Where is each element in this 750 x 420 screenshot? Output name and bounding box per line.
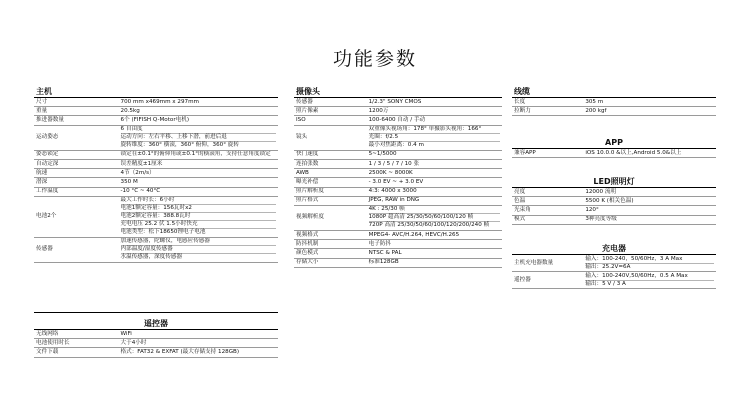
spec-value: 700 mm x469mm x 297mm — [120, 98, 199, 105]
spec-values — [583, 107, 716, 116]
spec-values — [119, 348, 278, 357]
spec-row — [294, 196, 502, 205]
spec-value: 4节（2m/s） — [120, 169, 155, 176]
host-spec-table — [34, 98, 278, 263]
spec-row — [34, 107, 278, 116]
spec-values — [119, 98, 278, 107]
spec-label: 照片格式 — [294, 196, 367, 205]
cable-spec-table — [512, 98, 716, 116]
spec-label: 光束角 — [512, 206, 583, 215]
spec-label: 无线网络 — [34, 330, 119, 339]
spec-row — [34, 348, 278, 357]
spec-value: - 3.0 EV ~ + 3.0 EV — [368, 178, 424, 185]
spec-label: 遥控器 — [512, 272, 583, 289]
spec-values — [367, 159, 502, 168]
spec-label: 存储大小 — [294, 258, 367, 267]
spec-values — [119, 237, 278, 262]
led-spec-table — [512, 188, 716, 225]
spec-value: 100-6400 自动 / 手动 — [368, 116, 426, 123]
spec-row — [294, 187, 502, 196]
spec-label: 姿态锁定 — [34, 150, 119, 159]
spec-row — [34, 237, 278, 262]
spec-value: 1 / 3 / 5 / 7 / 10 张 — [368, 160, 420, 167]
spec-label: 自动定深 — [34, 159, 119, 168]
spec-row — [294, 150, 502, 159]
spec-value: 20.5kg — [120, 107, 140, 114]
spec-value: 4K : 25/30 帧 — [368, 206, 405, 213]
spec-label: 尺寸 — [34, 98, 119, 107]
spec-values — [119, 169, 278, 178]
spec-label: 快门速度 — [294, 150, 367, 159]
spec-label: 视频解析度 — [294, 205, 367, 230]
spec-value: 电子防抖 — [368, 240, 392, 247]
spec-label: 长度 — [512, 98, 583, 107]
spec-value: WiFi — [120, 330, 132, 337]
spec-value: 水温传感器，深度传感器 — [121, 253, 276, 261]
spec-label: 色温 — [512, 197, 583, 206]
spec-row — [294, 169, 502, 178]
spec-value: 充电电压 25.2 伏 1.5小时快充 — [121, 220, 276, 228]
spec-values — [367, 205, 502, 230]
spec-row — [294, 240, 502, 249]
spec-values — [583, 215, 716, 224]
spec-label: 兼容APP — [512, 149, 583, 158]
spec-row — [34, 169, 278, 178]
spec-label: 连拍张数 — [294, 159, 367, 168]
charger-spec-table — [512, 255, 716, 289]
spec-label: AWB — [294, 169, 367, 178]
spec-row — [34, 116, 278, 125]
spec-row — [34, 125, 278, 150]
spec-row — [34, 196, 278, 237]
spec-row — [512, 149, 716, 158]
camera-spec-table — [294, 98, 502, 268]
spec-row — [34, 187, 278, 196]
spec-value: 350 M — [120, 178, 138, 185]
app-header: APP — [512, 137, 716, 149]
spec-value: 旋转维度：360° 横滚，360° 俯仰，360° 旋转 — [121, 141, 276, 149]
spec-value: 6 自由度 — [120, 126, 143, 133]
spec-label: ISO — [294, 116, 367, 125]
spec-values — [367, 258, 502, 267]
spec-values — [367, 125, 502, 150]
spec-value: 1/2.3" SONY CMOS — [368, 98, 422, 105]
spec-row — [512, 215, 716, 224]
spec-value: 输入：100-240，50/60Hz，3 A Max — [585, 255, 683, 262]
spec-value: 200 kgf — [585, 107, 607, 114]
spec-row — [294, 205, 502, 230]
spec-values — [583, 149, 716, 158]
camera-section — [294, 86, 502, 268]
led-header: LED照明灯 — [512, 176, 716, 188]
spec-value: 12000 流明 — [585, 188, 617, 195]
spec-value: MPEG4- AVC/H.264, HEVC/H.265 — [368, 231, 460, 238]
spec-values — [367, 240, 502, 249]
spec-values — [119, 339, 278, 348]
cable-section — [512, 86, 716, 116]
remote-header: 遥控器 — [34, 318, 278, 330]
spec-value: 电池1额定容量：156瓦时x2 — [121, 204, 276, 212]
spec-label: 工作温度 — [34, 187, 119, 196]
spec-values — [367, 107, 502, 116]
spec-value: 输入：100-240V,50/60Hz，0.5 A Max — [585, 272, 688, 279]
spec-value: 2500K ~ 8000K — [368, 169, 413, 176]
spec-label: 照片像素 — [294, 107, 367, 116]
spec-values — [367, 231, 502, 240]
spec-row — [512, 98, 716, 107]
spec-value: 6个 (FIFISH Q-Motor电机) — [120, 116, 190, 123]
spec-value: 光圈：f/2.5 — [369, 133, 500, 141]
app-spec-table — [512, 149, 716, 158]
spec-row — [294, 178, 502, 187]
spec-label: 镜头 — [294, 125, 367, 150]
led-section — [512, 176, 716, 225]
spec-value: 1200万 — [368, 107, 389, 114]
host-header: 主机 — [34, 86, 278, 98]
spec-row — [34, 330, 278, 339]
spec-value: 误差精度±1厘米 — [120, 160, 163, 167]
spec-value: 格式：FAT32 & EXFAT (最大存储支持 128GB) — [120, 348, 240, 355]
spec-values — [367, 187, 502, 196]
spec-value: 内部温度/湿度传感器 — [121, 245, 276, 253]
spec-value: 720P 高清 25/30/50/60/100/120/200/240 帧 — [369, 221, 500, 229]
spec-label: 主机充电器数量 — [512, 255, 583, 272]
spec-value: 4:3: 4000 x 3000 — [368, 188, 417, 195]
spec-value: 输出：5 V / 3 A — [585, 280, 714, 288]
spec-label: 模式 — [512, 215, 583, 224]
app-section — [512, 137, 716, 158]
spec-values — [583, 255, 716, 272]
host-bottom-rule — [34, 312, 278, 313]
spec-label: 推进器数量 — [34, 116, 119, 125]
spec-row — [294, 125, 502, 150]
spec-values — [367, 169, 502, 178]
spec-row — [512, 107, 716, 116]
spec-label: 航速 — [34, 169, 119, 178]
spec-value: 最小对焦距离：0.4 m — [369, 141, 500, 149]
spec-values — [119, 107, 278, 116]
spec-row — [294, 159, 502, 168]
spec-value: 120° — [585, 206, 599, 213]
spec-row — [512, 255, 716, 272]
spec-value: 运动方向：左右平移、上移下潜，前进后退 — [121, 133, 276, 141]
spec-values — [367, 178, 502, 187]
spec-values — [367, 150, 502, 159]
spec-label: 亮度 — [512, 188, 583, 197]
spec-values — [367, 249, 502, 258]
page-title: 功能参数 — [332, 48, 417, 70]
spec-row — [294, 98, 502, 107]
spec-values — [583, 98, 716, 107]
spec-row — [294, 116, 502, 125]
host-section — [34, 86, 278, 263]
remote-section — [34, 318, 278, 358]
spec-value: 1080P 超高清 25/30/50/60/100/120 帧 — [369, 213, 500, 221]
spec-row — [294, 258, 502, 267]
spec-value: 电池2额定容量：388.8瓦时 — [121, 212, 276, 220]
spec-value: 双重像头视场角：178° 单摄影头视角：166° — [368, 126, 482, 133]
spec-values — [367, 116, 502, 125]
spec-label: 重量 — [34, 107, 119, 116]
spec-value: 电池类型：松下18650锂电子电池 — [121, 228, 276, 236]
spec-values — [119, 159, 278, 168]
spec-label: 照片解析度 — [294, 187, 367, 196]
spec-value: 3种亮度等级 — [585, 216, 617, 223]
spec-label: 传感器 — [294, 98, 367, 107]
spec-row — [294, 107, 502, 116]
spec-label: 潜深 — [34, 178, 119, 187]
spec-value: 大于4小时 — [120, 339, 147, 346]
spec-label: 颜色模式 — [294, 249, 367, 258]
spec-values — [583, 197, 716, 206]
spec-values — [119, 178, 278, 187]
spec-values — [119, 330, 278, 339]
remote-spec-table — [34, 330, 278, 358]
spec-values — [119, 150, 278, 159]
spec-row — [34, 98, 278, 107]
spec-label: 文件下载 — [34, 348, 119, 357]
spec-value: NTSC & PAL — [368, 250, 402, 257]
spec-label: 电池2个 — [34, 196, 119, 237]
cable-header: 线缆 — [512, 86, 716, 98]
spec-row — [512, 197, 716, 206]
spec-row — [512, 188, 716, 197]
spec-value: 最大工作时长：6小时 — [120, 197, 175, 204]
spec-label: 视频格式 — [294, 231, 367, 240]
spec-label: 电池使用时长 — [34, 339, 119, 348]
spec-values — [367, 196, 502, 205]
spec-row — [34, 339, 278, 348]
spec-value: 305 m — [585, 98, 604, 105]
spec-row — [34, 150, 278, 159]
spec-values — [119, 125, 278, 150]
spec-row — [34, 159, 278, 168]
spec-row — [512, 272, 716, 289]
spec-value: 锁定在±0.1°的俯仰角或±0.1°的横滚角，支持任意角度锁定 — [120, 151, 271, 158]
spec-row — [34, 178, 278, 187]
spec-label: 防抖机制 — [294, 240, 367, 249]
spec-value: JPEG, RAW in DNG — [368, 197, 420, 204]
spec-value: 5~1/5000 — [368, 151, 397, 158]
spec-values — [119, 196, 278, 237]
spec-values — [583, 188, 716, 197]
spec-value: 5500 K (相关色温) — [585, 197, 634, 204]
camera-header: 摄像头 — [294, 86, 502, 98]
spec-label: 传感器 — [34, 237, 119, 262]
spec-values — [583, 206, 716, 215]
spec-value: 标准128GB — [368, 259, 399, 266]
spec-row — [294, 249, 502, 258]
spec-values — [367, 98, 502, 107]
spec-row — [294, 231, 502, 240]
spec-label: 曝光补偿 — [294, 178, 367, 187]
charger-header: 充电器 — [512, 243, 716, 255]
spec-value: 输出：25.2V=6A — [585, 263, 714, 271]
spec-values — [119, 187, 278, 196]
spec-label: 运动姿态 — [34, 125, 119, 150]
spec-value: 加速传感器，陀螺仪，电感应传感器 — [120, 238, 211, 245]
spec-value: iOS 10.0.0 &以上,Android 5.0&以上 — [585, 149, 682, 156]
spec-value: -10 °C ~ 40°C — [120, 188, 161, 195]
spec-values — [119, 116, 278, 125]
charger-section — [512, 243, 716, 289]
spec-row — [512, 206, 716, 215]
spec-label: 拉断力 — [512, 107, 583, 116]
spec-values — [583, 272, 716, 289]
